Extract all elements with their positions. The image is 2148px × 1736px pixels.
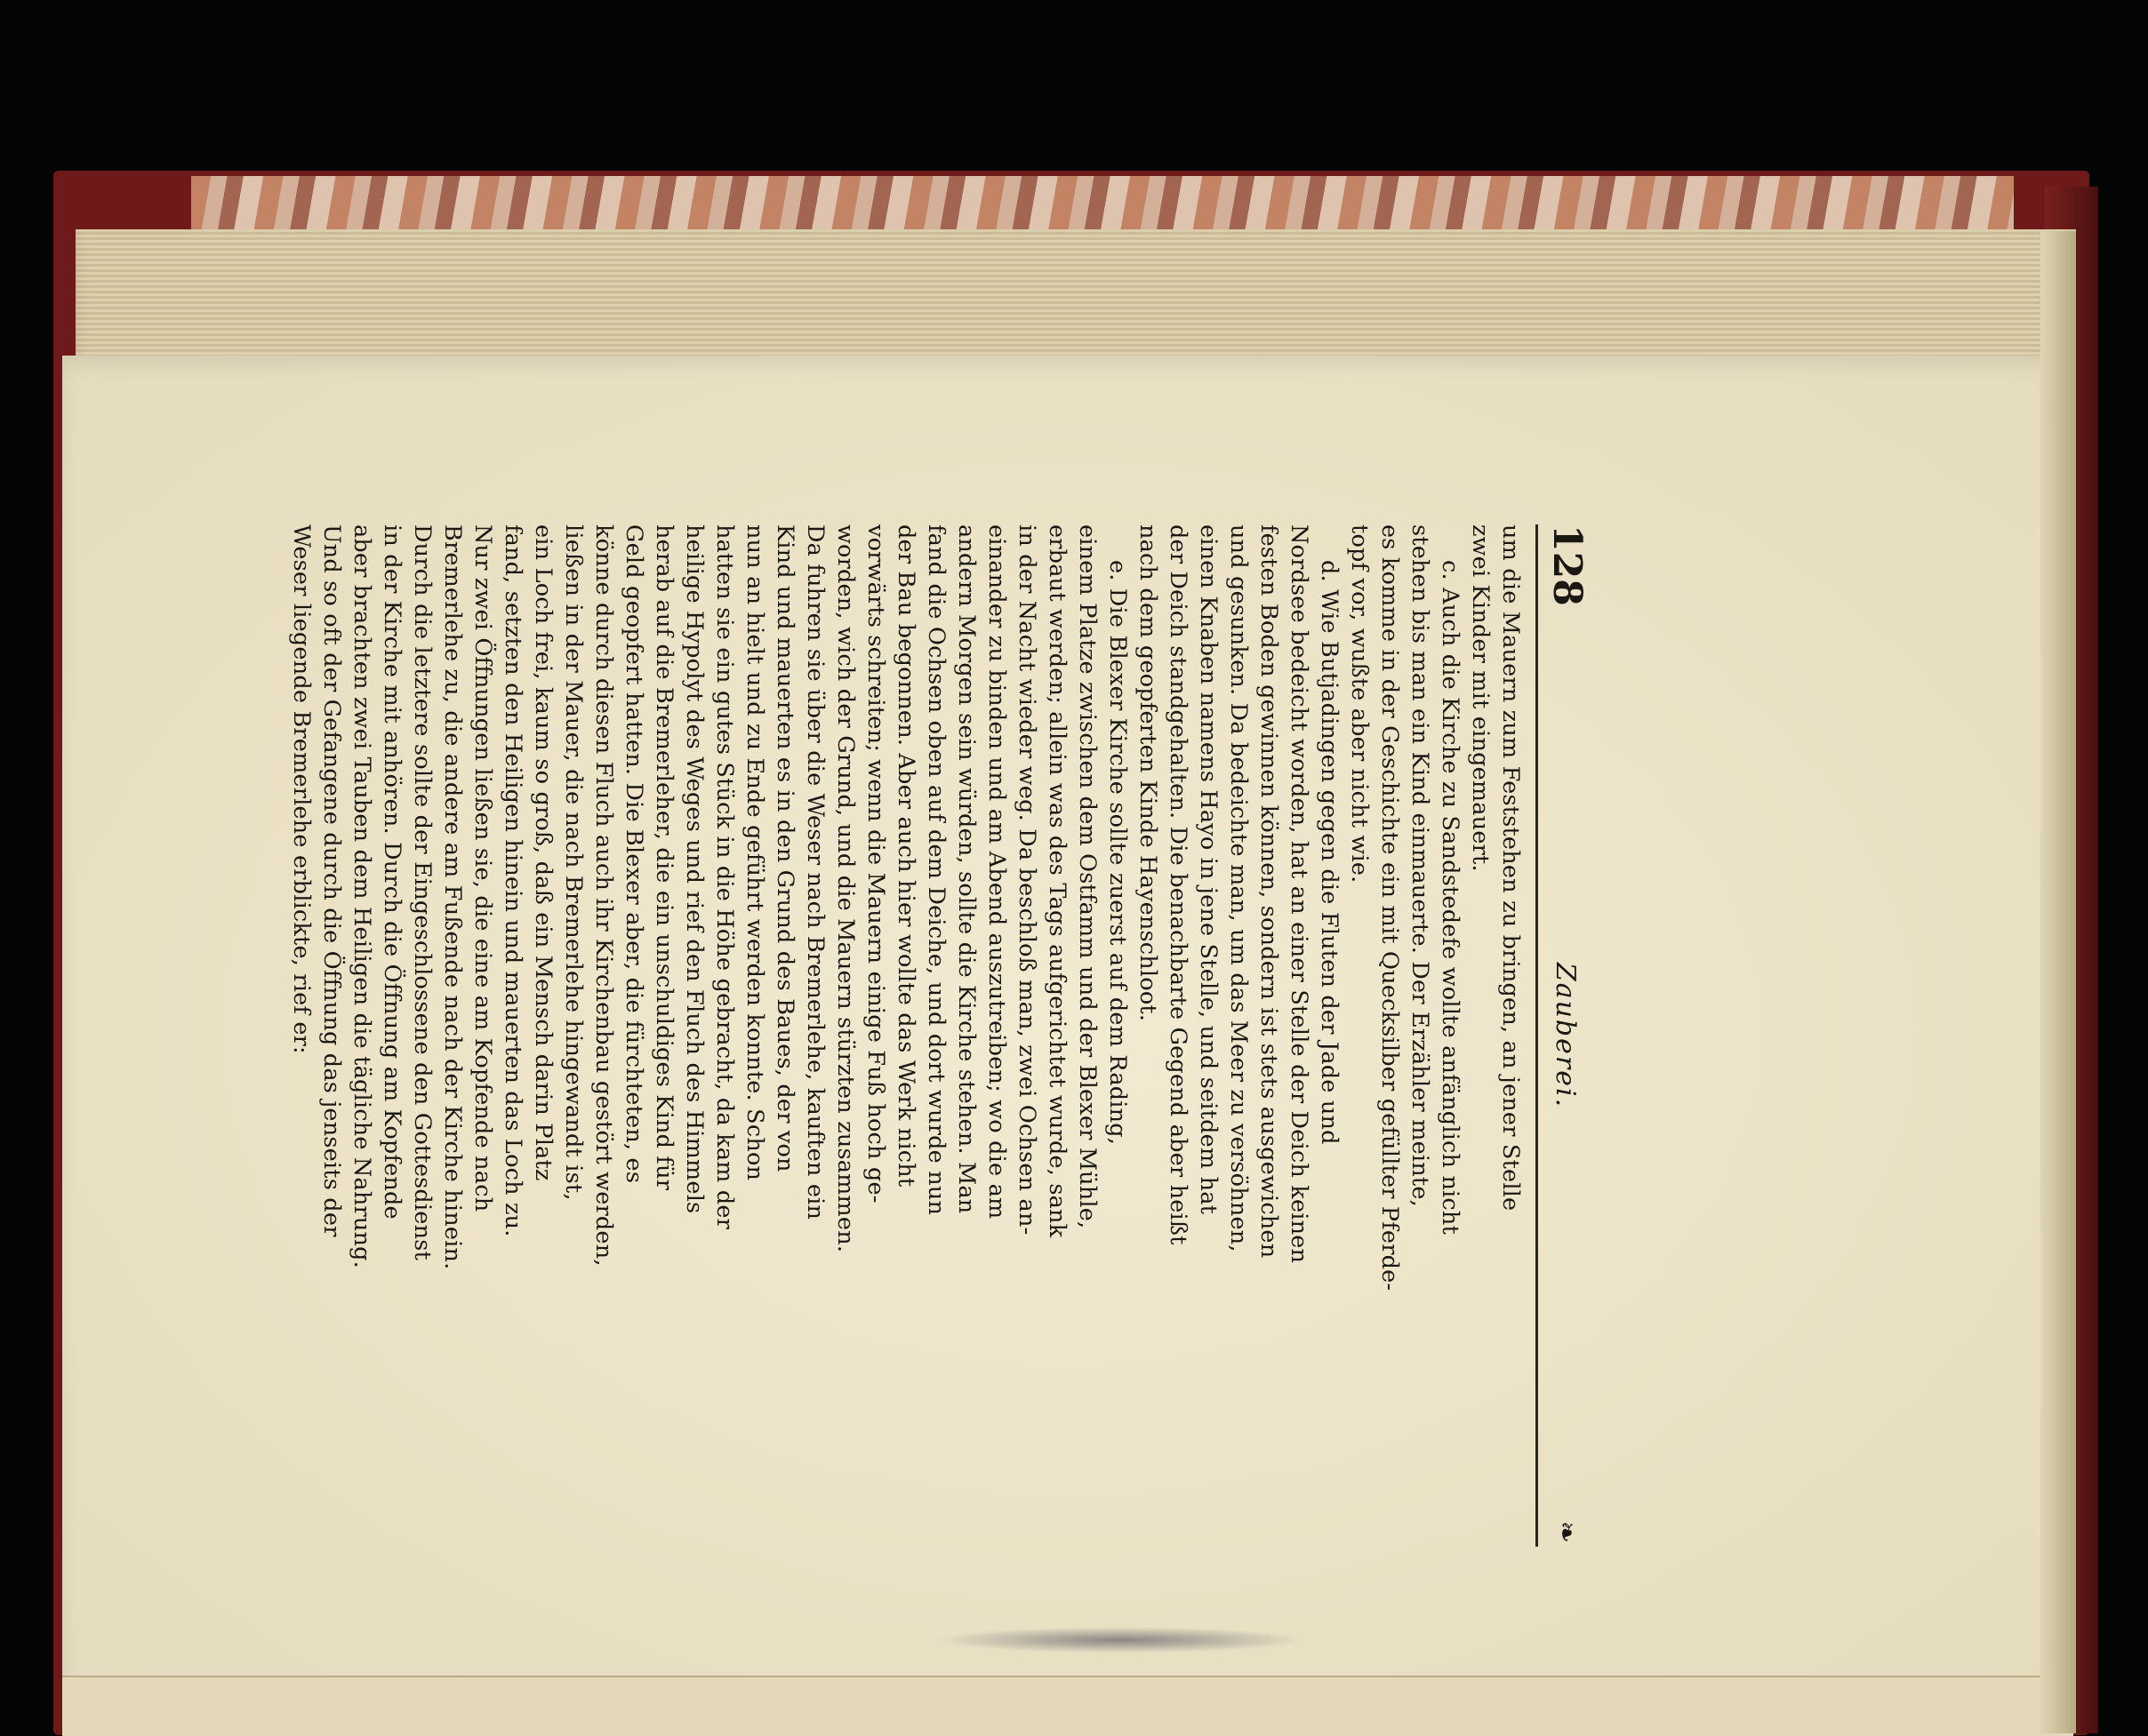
text-line: c. Auch die Kirche zu Sandstedefe wollte anfänglich nicht: [1437, 560, 1463, 1235]
text-line: topf vor, wußte aber nicht wie.: [1346, 524, 1373, 884]
text-line: in der Kirche mit anhören. Durch die Öffnung am Kopfende: [379, 524, 405, 1220]
page-stack-side: [2040, 231, 2076, 1733]
text-line: ließen in der Mauer, die nach Bremerlehe hingewandt ist,: [560, 524, 587, 1201]
text-line: vorwärts schreiten; wenn die Mauern einige Fuß hoch ge-: [862, 524, 889, 1204]
text-line: aber brachten zwei Tauben dem Heiligen die tägliche Nahrung.: [349, 524, 375, 1268]
text-line: e. Die Blexer Kirche sollte zuerst auf dem Rading,: [1104, 560, 1131, 1146]
rotated-page-content: [288, 524, 1591, 1547]
page-number: 128: [1544, 524, 1590, 606]
page-header: [1535, 524, 1591, 1547]
text-line: herab auf die Bremerleher, die ein unschuldiges Kind für: [651, 524, 677, 1191]
text-line: Nordsee bedeicht worden, hat an einer Stelle der Deich keinen: [1286, 524, 1312, 1264]
text-line: erbaut werden; allein was des Tags aufgerichtet wurde, sank: [1044, 524, 1070, 1238]
text-line: einem Platze zwischen dem Ostfamm und der Blexer Mühle,: [1074, 524, 1101, 1229]
text-line: um die Mauern zum Feststehen zu bringen, an jener Stelle: [1497, 524, 1524, 1212]
text-line: es komme in der Geschichte ein mit Quecksilber gefüllter Pferde-: [1376, 524, 1403, 1292]
text-line: stehen bis man ein Kind einmauerte. Der Erzähler meinte,: [1407, 524, 1433, 1207]
text-line: nun an hielt und zu Ende geführt werden konnte. Schon: [741, 524, 768, 1181]
text-line: andern Morgen sein würden, sollte die Kirche stehen. Man: [953, 524, 980, 1214]
text-line: zwei Kinder mit eingemauert.: [1467, 524, 1494, 872]
text-line: worden, wich der Grund, und die Mauern stürzten zusammen.: [832, 524, 859, 1253]
marbled-endpaper: [191, 176, 2014, 231]
text-line: einen Knaben namens Hayo in jene Stelle, und seitdem hat: [1195, 524, 1222, 1215]
text-line: Geld geopfert hatten. Die Blexer aber, die fürchteten, es: [621, 524, 647, 1184]
text-line: fand die Ochsen oben auf dem Deiche, und dort wurde nun: [923, 524, 950, 1216]
text-line: d. Wie Butjadingen gegen die Fluten der Jade und: [1316, 560, 1342, 1145]
text-line: Durch die letztere sollte der Eingeschlossene den Gottesdienst: [409, 524, 436, 1260]
text-line: fand, setzten den Heiligen hinein und mauerten das Loch zu.: [500, 524, 526, 1237]
text-line: nach dem geopferten Kinde Hayenschloot.: [1134, 524, 1161, 1022]
text-line: Da fuhren sie über die Weser nach Bremerlehe, kauften ein: [802, 524, 829, 1220]
text-line: der Deich standgehalten. Die benachbarte Gegend aber heißt: [1165, 524, 1191, 1245]
text-line: festen Boden gewinnen können, sondern ist stets ausgewichen: [1255, 524, 1282, 1259]
running-title: Zauberei.: [1550, 962, 1581, 1109]
text-line: der Bau begonnen. Aber auch hier wollte das Werk nicht: [893, 524, 919, 1188]
text-line: Nur zwei Öffnungen ließen sie, die eine am Kopfende nach: [469, 524, 496, 1212]
body-text: [286, 524, 1526, 1547]
text-line: Kind und mauerten es in den Grund des Baues, der von: [772, 524, 798, 1172]
text-line: Weser liegende Bremerlehe erblickte, rief er:: [288, 524, 315, 1054]
text-line: heilige Hypolyt des Weges und rief den Fluch des Himmels: [681, 524, 708, 1214]
text-line: in der Nacht wieder weg. Da beschloß man, zwei Ochsen an-: [1014, 524, 1040, 1236]
ornament-icon: ❧: [1551, 1520, 1582, 1543]
text-line: einander zu binden und am Abend auszutreiben; wo die am: [983, 524, 1010, 1220]
text-line: hatten sie ein gutes Stück in die Höhe gebracht, da kam der: [711, 524, 738, 1230]
text-line: Und so oft der Gefangene durch die Öffnung das jenseits der: [318, 524, 345, 1237]
facing-page-edge: [62, 1676, 2073, 1736]
ink-smudge: [934, 1627, 1307, 1653]
text-line: könne durch diesen Fluch auch ihr Kirchenbau gestört werden,: [590, 524, 617, 1267]
text-line: Bremerlehe zu, die andere am Fußende nach der Kirche hinein.: [439, 524, 466, 1270]
text-line: und gesunken. Da bedeichte man, um das Meer zu versöhnen,: [1225, 524, 1252, 1252]
text-line: ein Loch frei, kaum so groß, daß ein Mensch darin Platz: [530, 524, 557, 1181]
text-block: [288, 524, 1591, 1547]
